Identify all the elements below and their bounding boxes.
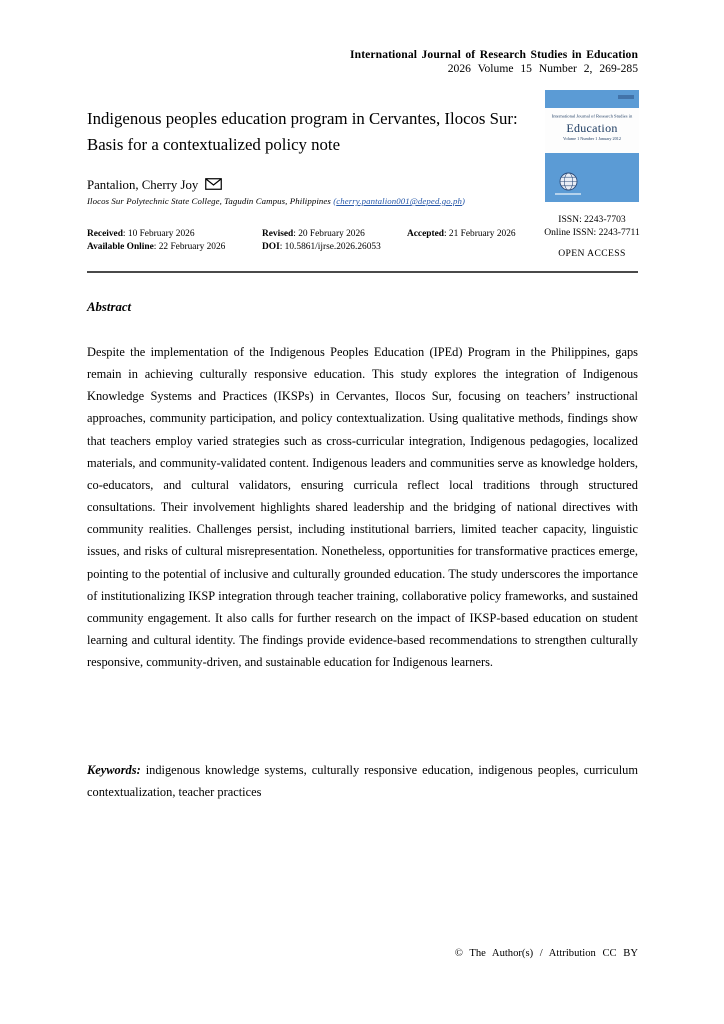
author-name: Pantalion, Cherry Joy [87, 177, 199, 192]
email-link[interactable]: cherry.pantalion001@deped.go.ph [336, 196, 463, 206]
issn-print: ISSN: 2243-7703 [558, 214, 626, 225]
meta-available-online: Available Online : 22 February 2026 [87, 241, 262, 254]
cover-title-band [545, 108, 639, 153]
issn-online: Online ISSN: 2243-7711 [544, 226, 640, 238]
envelope-icon [205, 178, 222, 194]
article-title: Indigenous peoples education program in Cervantes, Ilocos Sur: Basis for a contextualized policy note [87, 109, 518, 154]
meta-revised: Revised : 20 February 2026 [262, 228, 407, 241]
meta-received: Received : 10 February 2026 [87, 228, 262, 241]
abstract-text: Despite the implementation of the Indigenous Peoples Education (IPEd) Program in the Philippines, gaps remain in achieving culturally responsive education. This study explores the integration of Indigenous Knowledge Systems and Practices (IKSPs) in Cervantes, Ilocos Sur, focusing on teachers’ instructional approaches, community participation, and policy contextualization. Using qualitative methods, findings show that teachers employ varied strategies such as cross-curricular integration, Indigenous pedagogies, localized materials, and community-validated content. Indigenous leaders and communities serve as knowledge holders, co-educators, and cultural validators, ensuring curricula reflect local traditions through structured consultations. Their involvement highlights shared leadership and the bridging of national directives with community realities. Challenges persist, including institutional barriers, limited teacher capacity, linguistic issues, and risks of cultural misrepresentation. Nonetheless, opportunities for transformative practices emerge, pointing to the potential of inclusive and culturally grounded education. The study underscores the importance of institutionalizing IKSP integration through teacher training, collaborative policy frameworks, and sustained community engagement. It also calls for further research on the impact of IKSP-based education on student learning and cultural identity. The findings provide evidence-based recommendations to strengthen culturally responsive, community-driven, and sustainable education for Indigenous learners. [87, 345, 638, 670]
keywords-label: Keywords: [87, 763, 141, 777]
affiliation-line [87, 196, 465, 206]
keywords-block [87, 759, 638, 803]
meta-row-1 [87, 228, 552, 241]
cover-title: Education [566, 121, 618, 135]
email-paren-open: ( [333, 196, 337, 206]
journal-cover-thumbnail [545, 90, 639, 202]
affiliation-text: Ilocos Sur Polytechnic State College, Tagudin Campus, Philippines [87, 196, 334, 206]
header-divider [87, 271, 638, 273]
cover-top-right-mark [618, 95, 634, 99]
cover-series-line: International Journal of Research Studies in [551, 114, 633, 120]
cover-volume-line: Volume 1 Number 1 January 2012 [562, 136, 622, 141]
keywords-text: indigenous knowledge systems, culturally responsive education, indigenous peoples, curriculum contextualization, teacher practices [87, 763, 638, 800]
journal-name: International Journal of Research Studies in Education [350, 48, 638, 61]
journal-issue-line: 2026 Volume 15 Number 2, 269-285 [447, 62, 638, 75]
meta-accepted: Accepted : 21 February 2026 [407, 228, 552, 241]
copyright-notice: © The Author(s) / Attribution CC BY [454, 948, 638, 959]
article-meta [87, 228, 552, 254]
meta-row-2 [87, 241, 552, 254]
author-row [87, 176, 222, 194]
journal-header [350, 48, 638, 76]
meta-doi: DOI : 10.5861/ijrse.2026.26053 [262, 241, 407, 254]
open-access-label: OPEN ACCESS [558, 248, 626, 259]
globe-caption-mark [555, 193, 581, 195]
abstract-heading: Abstract [87, 300, 132, 314]
email-paren-close: ) [462, 196, 466, 206]
issn-block [543, 214, 641, 239]
